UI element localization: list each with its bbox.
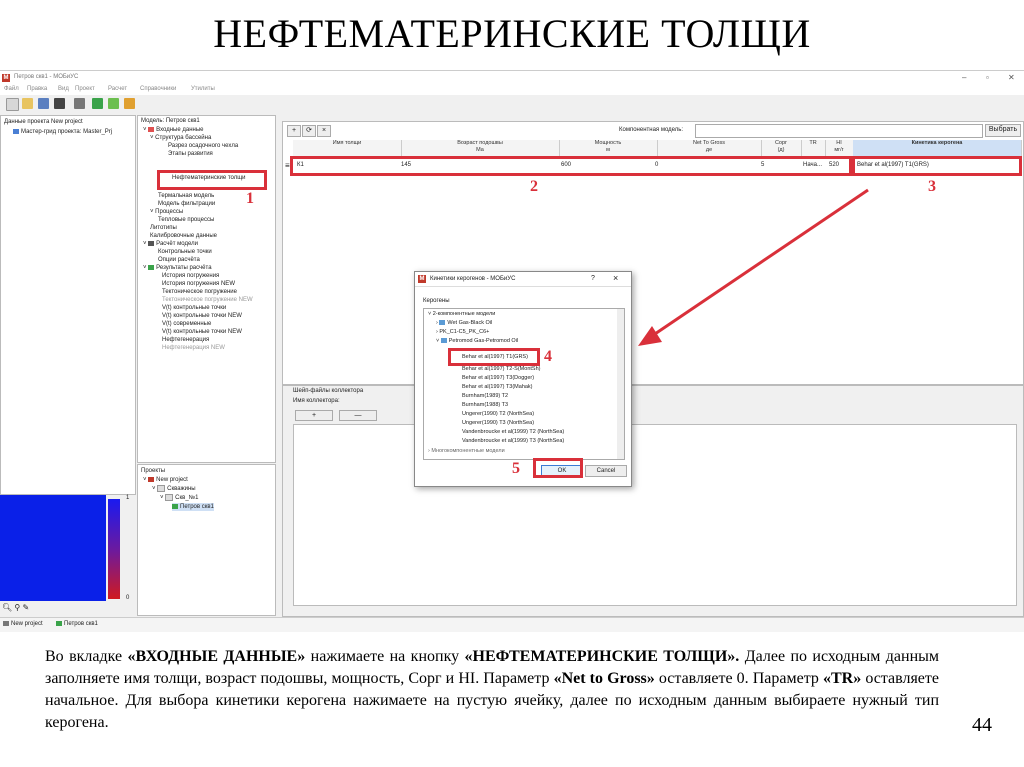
- annotation-num-5: 5: [512, 460, 520, 477]
- project-data-header: Данные проекта New project: [4, 119, 83, 125]
- col-net-to-gross[interactable]: Net To Gross де: [657, 140, 762, 156]
- menu-project[interactable]: Проект: [75, 86, 95, 92]
- kerogen-ungerer-t2[interactable]: Ungerer(1990) T2 (NorthSea): [462, 411, 535, 417]
- annotation-num-3: 3: [928, 178, 936, 195]
- collector-add-button[interactable]: +: [295, 410, 333, 421]
- tree-lithotypes[interactable]: Литотипы: [150, 225, 177, 231]
- cell-hi[interactable]: 520: [829, 162, 840, 168]
- tree-control-points[interactable]: Контрольные точки: [158, 249, 212, 255]
- menu-calc[interactable]: Расчет: [108, 86, 128, 92]
- col-base-age[interactable]: Возраст подошвы Ма: [401, 140, 560, 156]
- color-scale-min: 0: [126, 595, 130, 601]
- annotation-num-4: 4: [544, 348, 552, 365]
- close-window-icon[interactable]: ✕: [1008, 73, 1015, 82]
- maximize-icon[interactable]: ▫: [986, 73, 989, 82]
- tree-source-rocks[interactable]: Нефтематеринские толщи: [172, 175, 246, 181]
- menu-references[interactable]: Справочники: [140, 86, 177, 92]
- window-title: Петров скв1 - МОБиУС: [14, 74, 79, 80]
- kerogen-vandenbroucke-t3[interactable]: Vandenbroucke et al(1999) T3 (NorthSea): [462, 438, 565, 444]
- tree-burial-history-new[interactable]: История погружения NEW: [162, 281, 235, 287]
- kerogen-burnham-t3[interactable]: Burnham(1988) T3: [462, 402, 509, 408]
- tree-processes[interactable]: ˅ Процессы: [150, 209, 184, 215]
- tree-oil-generation[interactable]: Нефтегенерация: [162, 337, 210, 343]
- tree-calc-options[interactable]: Опции расчёта: [158, 257, 200, 263]
- col-hi[interactable]: HI мг/г: [825, 140, 854, 156]
- tree-sediment-section[interactable]: Разрез осадочного чехла: [168, 143, 239, 149]
- kerogens-group-label: Керогены: [423, 298, 450, 304]
- row-selector-icon[interactable]: ≡: [285, 161, 290, 170]
- menu-edit[interactable]: Правка: [27, 86, 48, 92]
- color-scale-max: 1: [126, 495, 130, 501]
- col-name[interactable]: Имя толщи: [293, 140, 402, 156]
- kerogen-behar-t3-mahak[interactable]: Behar et al(1997) T3(Mahak): [462, 384, 533, 390]
- col-kerogen-kinetics[interactable]: Кинетика керогена: [853, 140, 1022, 156]
- kerogen-behar-t1[interactable]: Behar et al(1997) T1(GRS): [462, 354, 528, 360]
- projects-header: Проекты: [141, 468, 166, 474]
- menu-view[interactable]: Вид: [58, 86, 69, 92]
- cell-tr[interactable]: Нача...: [803, 162, 823, 168]
- kerogen-group-multi[interactable]: › Многокомпонентные модели: [428, 448, 505, 454]
- cell-net-to-gross[interactable]: 0: [655, 162, 659, 168]
- col-corg[interactable]: Сорг (д): [761, 140, 802, 156]
- kerogen-behar-t3-dogger[interactable]: Behar et al(1997) T3(Dogger): [462, 375, 535, 381]
- cell-thickness[interactable]: 600: [561, 162, 572, 168]
- col-thickness[interactable]: Мощность м: [559, 140, 658, 156]
- kerogen-vandenbroucke-t2[interactable]: Vandenbroucke et al(1999) T2 (NorthSea): [462, 429, 565, 435]
- annotation-num-2: 2: [530, 178, 538, 195]
- tree-thermal-model[interactable]: Термальная модель: [158, 193, 215, 199]
- kerogen-burnham-t2[interactable]: Burnham(1989) T2: [462, 393, 509, 399]
- component-model-label: Компонентная модель:: [619, 127, 684, 133]
- tree-oil-generation-new[interactable]: Нефтегенерация NEW: [162, 345, 225, 351]
- dialog-cancel-button[interactable]: Cancel: [585, 465, 627, 477]
- menu-file[interactable]: Файл: [4, 86, 19, 92]
- tree-burial-history[interactable]: История погружения: [162, 273, 220, 279]
- slide-title: НЕФТЕМАТЕРИНСКИЕ ТОЛЩИ: [213, 11, 811, 56]
- collector-name-label: Имя коллектора:: [293, 398, 340, 404]
- menu-utilities[interactable]: Утилиты: [191, 86, 215, 92]
- wells-node[interactable]: ˅ Скважины: [152, 486, 196, 493]
- edit-row-button[interactable]: ⟳: [302, 125, 316, 137]
- dialog-title: Кинетики керогенов - МОБиУС: [430, 276, 516, 282]
- cell-kerogen-kinetics[interactable]: Behar et al(1997) T1(GRS): [857, 162, 929, 168]
- collector-title: Шейп-файлы коллектора: [293, 388, 364, 394]
- tree-tectonic-subsidence-new[interactable]: Тектоническое погружение NEW: [162, 297, 253, 303]
- tree-calc-results[interactable]: ˅ Результаты расчёта: [143, 265, 212, 271]
- kerogen-group-2comp[interactable]: ˅ 2-компонентные модели: [428, 311, 496, 317]
- help-icon[interactable]: ?: [591, 275, 595, 282]
- kerogen-ungerer-t3[interactable]: Ungerer(1990) T3 (NorthSea): [462, 420, 535, 426]
- tree-model-calculation[interactable]: ˅ Расчёт модели: [143, 241, 198, 247]
- well-node[interactable]: ˅ Скв_№1: [160, 495, 199, 502]
- slide-caption: Во вкладке «ВХОДНЫЕ ДАННЫЕ» нажимаете на кнопку «НЕФТЕМАТЕРИНСКИЕ ТОЛЩИ». Далее по исходным данным заполняете имя толщи, возраст подошвы, мощность, Сорг и HI. Параметр «Net to Gross» оставляете 0. Параметр «TR» оставляете начальное. Для выбора кинетики керогена нажимаете на пустую ячейку, далее по исходным данным выбираете нужный тип керогена.: [45, 648, 940, 731]
- minimize-icon[interactable]: –: [962, 73, 967, 82]
- page-number: 44: [972, 714, 992, 736]
- choose-button[interactable]: Выбрать: [985, 124, 1021, 137]
- annotation-num-1: 1: [246, 190, 254, 207]
- delete-row-button[interactable]: ×: [317, 125, 331, 137]
- cell-base-age[interactable]: 145: [401, 162, 412, 168]
- tree-input-data[interactable]: ˅ Входные данные: [143, 127, 204, 133]
- dialog-logo-icon: M: [419, 276, 425, 282]
- tree-thermal-processes[interactable]: Тепловые процессы: [158, 217, 215, 223]
- well-model-node[interactable]: Петров скв1: [172, 503, 214, 511]
- dialog-close-icon[interactable]: ×: [613, 273, 619, 283]
- kerogen-wetgas[interactable]: › Wet Gas-Black Oil: [436, 320, 493, 326]
- zoom-icons[interactable]: 🔍︎ ⚲ ✎: [2, 603, 30, 612]
- tree-filtration-model[interactable]: Модель фильтрации: [158, 201, 216, 207]
- tree-vt-control-points-new[interactable]: V(t) контрольные точки NEW: [162, 313, 242, 319]
- collector-remove-button[interactable]: —: [339, 410, 377, 421]
- tree-vt-control-points[interactable]: V(t) контрольные точки: [162, 305, 227, 311]
- project-node[interactable]: ˅ New project: [143, 477, 188, 483]
- tree-tectonic-subsidence[interactable]: Тектоническое погружение: [162, 289, 237, 295]
- kerogen-pk[interactable]: › PK_C1-C5_PK_C6+: [436, 329, 490, 335]
- kerogen-petromod[interactable]: ˅ Petromod Gas-Petromod Oil: [436, 338, 519, 344]
- add-row-button[interactable]: +: [287, 125, 301, 137]
- cell-corg[interactable]: 5: [761, 162, 765, 168]
- tree-vt-control-points-new-2[interactable]: V(t) контрольные точки NEW: [162, 329, 242, 335]
- status-well-tab[interactable]: Петров скв1: [56, 621, 98, 627]
- app-logo-icon: M: [3, 75, 9, 81]
- master-grid-item[interactable]: Мастер-грид проекта: Master_Prj: [13, 128, 112, 136]
- model-header: Модель: Петров скв1: [141, 118, 200, 124]
- tree-vt-current[interactable]: V(t) современные: [162, 321, 212, 327]
- kerogen-behar-t2s[interactable]: Behar et al(1997) T2-S(MontSh): [462, 366, 541, 372]
- tree-development-stages[interactable]: Этапы развития: [168, 151, 213, 157]
- status-project-tab[interactable]: New project: [3, 621, 43, 627]
- dialog-ok-button[interactable]: OK: [541, 465, 583, 477]
- col-tr[interactable]: TR: [801, 140, 826, 156]
- cell-name[interactable]: К1: [297, 162, 304, 168]
- tree-basin-structure[interactable]: ˅ Структура бассейна: [150, 135, 212, 141]
- tree-calibration-data[interactable]: Калибровочные данные: [150, 233, 217, 239]
